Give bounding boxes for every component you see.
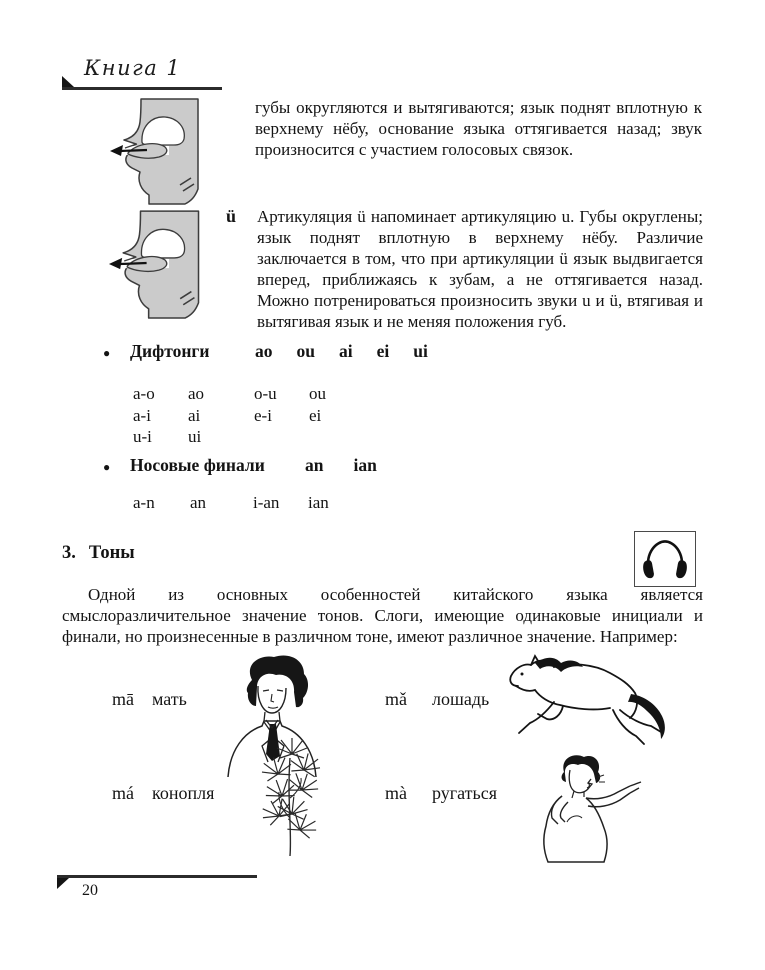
tones-paragraph: Одной из основных особенностей китайского языка является смыслоразличительное значение тонов. Слоги, имеющие одинаковые инициали и финали, но произнесенные в различном тоне, имеют различное значение. Например: (62, 585, 703, 646)
table-cell: ou (309, 384, 326, 403)
eyes (263, 690, 283, 691)
face-profile (569, 770, 592, 793)
footer-rule (57, 875, 257, 878)
headphones-icon (637, 535, 693, 583)
horse-tail (628, 694, 665, 739)
pinyin-syllable: mā (112, 689, 134, 709)
pinyin-syllable: mǎ (385, 689, 407, 709)
face-outline (258, 686, 286, 713)
diphthongs-heading-row (103, 341, 523, 362)
mouth (268, 707, 278, 708)
final-item: ou (296, 341, 315, 361)
horse-mane (535, 658, 583, 672)
header-corner-mark (62, 76, 74, 87)
meaning-word: мать (152, 689, 187, 709)
table-cell: an (190, 493, 207, 512)
nasal-finals-table (133, 492, 370, 514)
pinyin-syllable: má (112, 783, 134, 803)
diphthongs-heading: Дифтонги (130, 341, 210, 361)
hair (247, 656, 308, 708)
final-item: ui (413, 341, 428, 361)
table-cell: ui (188, 427, 202, 446)
table-cell (309, 426, 371, 448)
intro-paragraph: губы округляются и вытягиваются; язык поднят вплотную к верхнему нёбу, основание языка оттягивается назад; звук произносится с участием голосовых связок. (255, 98, 702, 159)
table-cell: i-an (253, 493, 280, 512)
hemp-plant-illustration (246, 738, 330, 858)
final-item: ei (376, 341, 390, 361)
dress-fold (567, 816, 582, 822)
meaning-word: ругаться (432, 783, 498, 803)
table-cell: o-u (254, 384, 277, 403)
meaning-word: конопля (152, 783, 215, 803)
pointing-finger (630, 782, 641, 793)
nasal-finals-list (305, 455, 407, 476)
tone-example-ma3 (385, 689, 489, 710)
table-cell: ian (308, 493, 329, 512)
nasal-finals-heading: Носовые финали (130, 455, 265, 475)
meaning-word: лошадь (432, 689, 490, 709)
section-title: Тоны (88, 543, 135, 563)
tone-example-ma2 (112, 783, 214, 804)
table-cell: ao (188, 384, 205, 403)
tone-example-ma1 (112, 689, 187, 710)
footer-corner-mark (57, 878, 69, 889)
arm-on-hip (551, 796, 568, 824)
pointing-arm-bottom (588, 793, 630, 807)
plant-stem (289, 758, 290, 856)
hair (562, 755, 601, 783)
table-cell: a-o (133, 384, 155, 403)
table-cell (254, 426, 309, 448)
tone-example-ma4 (385, 783, 497, 804)
bullet-icon: ● (103, 460, 111, 474)
mouth-profile-diagram-u-umlaut (101, 205, 237, 319)
nasal-finals-heading-row (103, 455, 523, 476)
diphthongs-table (133, 383, 371, 448)
horse-eye (521, 673, 524, 676)
nose (271, 694, 274, 702)
diphthongs-finals-list (255, 341, 452, 362)
table-cell: a-i (133, 405, 151, 425)
final-item: ian (353, 455, 377, 475)
final-item: ao (255, 341, 273, 361)
open-mouth (587, 783, 589, 788)
table-cell: ei (309, 405, 322, 425)
bullet-icon: ● (103, 346, 111, 360)
final-item: ai (338, 341, 353, 361)
mouth-profile-diagram-u (103, 93, 235, 205)
scolding-woman-illustration (512, 750, 646, 864)
u-umlaut-label: ü (226, 206, 237, 226)
pinyin-syllable: mà (385, 783, 407, 803)
table-cell: a-n (133, 493, 155, 512)
audio-exercise-box (634, 531, 696, 587)
book-header-title: Книга 1 (84, 56, 182, 80)
section-number: 3. (62, 543, 76, 563)
tones-section-heading (62, 543, 135, 564)
final-item: an (305, 455, 324, 475)
u-umlaut-paragraph: Артикуляция ü напоминает артикуляцию u. Губы округлены; язык поднят вплотную в верхнему нёбу. Различие заключается в том, что при артикуляции ü язык выдвигается вперед, приближаясь к зубам, а не оттягивается назад. Можно потренироваться произносить звуки u и ü, втягивая и вытягивая язык и не меняя положения губ. (257, 207, 703, 331)
table-cell: u-i (133, 427, 152, 446)
table-cell: ai (188, 405, 201, 425)
galloping-horse-illustration (498, 652, 668, 762)
page-number: 20 (82, 882, 98, 899)
header-rule (62, 87, 222, 90)
table-cell: e-i (254, 405, 272, 425)
